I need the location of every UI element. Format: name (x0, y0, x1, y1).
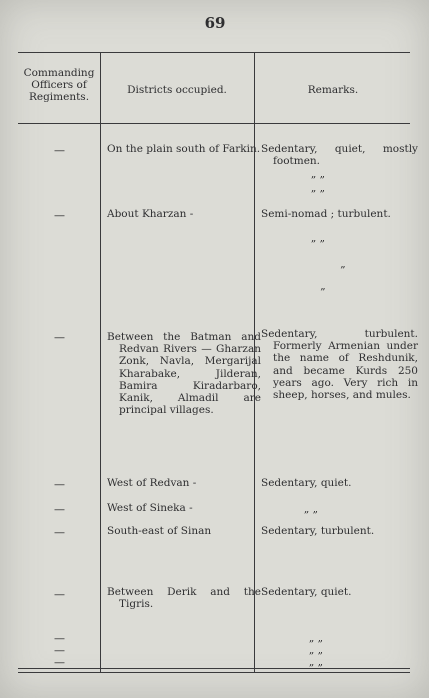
district-cell: About Kharzan - (107, 208, 194, 220)
table-top-rule (18, 52, 410, 53)
district-cell: South-east of Sinan (107, 525, 212, 537)
remarks-ditto: „ „ (303, 503, 319, 515)
officer-dash: — (54, 478, 65, 491)
column-divider-1 (100, 52, 101, 672)
remarks-ditto: „ „ (310, 182, 326, 194)
remarks-ditto: „ „ (308, 644, 324, 656)
officer-dash: — (54, 526, 65, 539)
regiments-table (18, 52, 418, 674)
remarks-ditto: „ „ (308, 632, 324, 644)
officer-dash: — (54, 503, 65, 516)
district-cell: On the plain south of Farkin. (107, 143, 261, 155)
remarks-cell: Semi-nomad ; turbulent. (261, 208, 391, 220)
officer-dash: — (54, 644, 65, 657)
remarks-cell: Sedentary, quiet. (261, 586, 352, 598)
district-cell: Between Derik and the Tigris. (107, 586, 261, 611)
officer-dash: — (54, 632, 65, 645)
remarks-cell: Sedentary, turbulent. (261, 525, 375, 537)
officer-dash: — (54, 588, 65, 601)
table-bottom-rule (18, 668, 410, 669)
remarks-cell: Sedentary, turbulent. Formerly Armenian under the name of Reshdunik, and became Kurds 250 years ago. Very rich in sheep, horses, and mules. (261, 328, 418, 402)
remarks-ditto: „ „ (308, 656, 324, 668)
header-districts: Districts occupied. (127, 84, 227, 96)
table-bottom-rule-2 (18, 672, 410, 673)
header-officers: Commanding Officers of Regiments. (23, 67, 95, 103)
district-cell: West of Redvan - (107, 477, 197, 489)
officer-dash: — (54, 144, 65, 157)
remarks-ditto: „ (320, 280, 326, 292)
remarks-cell: Sedentary, quiet, mostly footmen. (261, 143, 418, 168)
remarks-ditto: „ „ (310, 232, 326, 244)
officer-dash: — (54, 209, 65, 222)
officer-dash: — (54, 656, 65, 669)
district-cell: West of Sineka - (107, 502, 193, 514)
district-cell: Between the Batman and Redvan Rivers — Gharzan Zonk, Navla, Mergarijal Kharabake, Jilderan, Bamira Kiradarbaro, Kanik, Almadil are principal villages. (107, 331, 261, 417)
page-number: 69 (204, 14, 226, 32)
header-remarks: Remarks. (307, 84, 359, 96)
officer-dash: — (54, 331, 65, 344)
remarks-cell: Sedentary, quiet. (261, 477, 352, 489)
remarks-ditto: „ (340, 258, 346, 270)
header-bottom-rule (18, 123, 410, 124)
remarks-ditto: „ „ (310, 168, 326, 180)
